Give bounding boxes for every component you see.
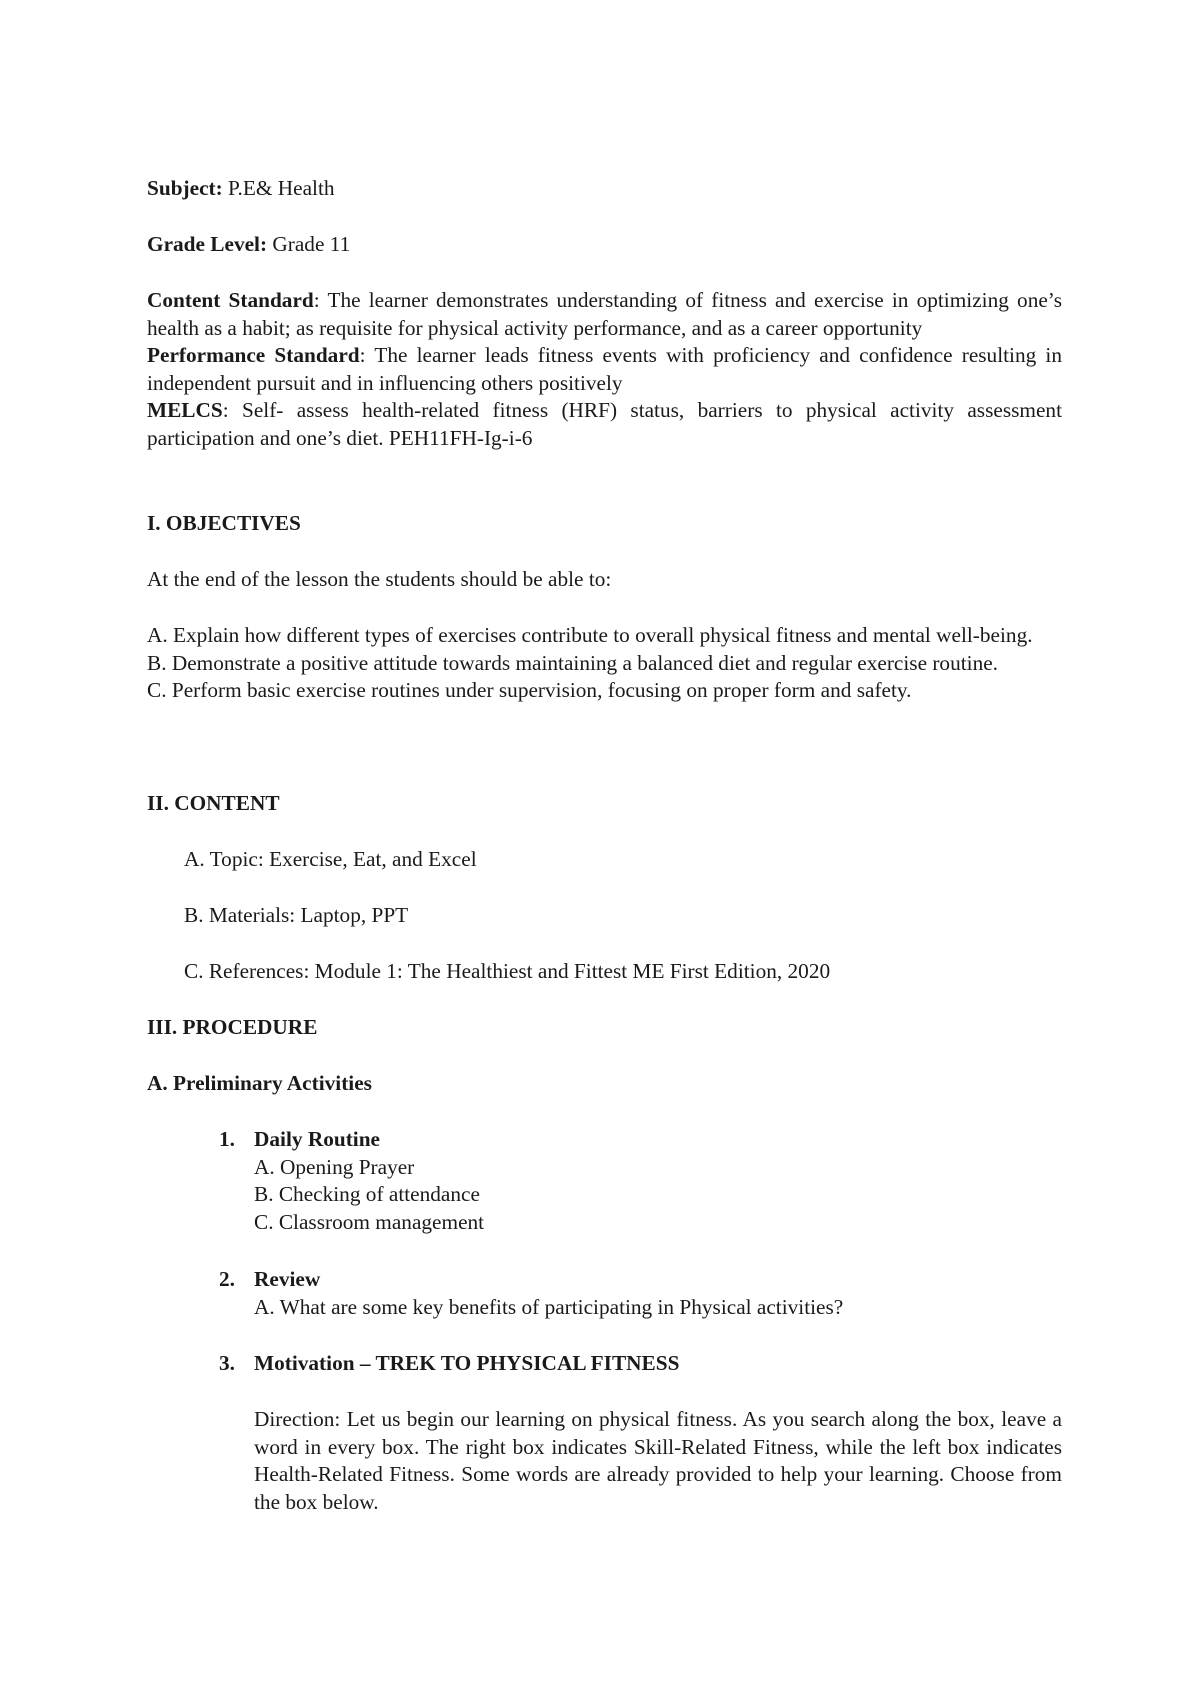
melcs-label: MELCS bbox=[147, 398, 223, 422]
list-item: A. Opening Prayer bbox=[254, 1154, 415, 1179]
subject-line bbox=[147, 175, 1062, 203]
objective-item: B. Demonstrate a positive attitude towards maintaining a balanced diet and regular exercise routine. bbox=[147, 650, 998, 675]
content-topic: A. Topic: Exercise, Eat, and Excel bbox=[184, 847, 477, 871]
performance-standard-label: Performance Standard bbox=[147, 343, 360, 367]
motivation-direction: Direction: Let us begin our learning on physical fitness. As you search along the box, leave a word in every box. The right box indicates Skill-Related Fitness, while the left box indicates Health-Related Fitness. Some words are already provided to help your learning. Choose from the box below. bbox=[254, 1407, 1062, 1514]
step-motivation bbox=[219, 1350, 1062, 1378]
content-heading: II. CONTENT bbox=[147, 791, 280, 815]
melcs bbox=[147, 397, 1062, 452]
list-item: C. Classroom management bbox=[254, 1209, 485, 1234]
subject-value: P.E& Health bbox=[222, 176, 335, 200]
subject-label: Subject: bbox=[147, 176, 223, 200]
step-review bbox=[219, 1266, 1062, 1321]
content-standard bbox=[147, 287, 1062, 342]
objectives-list bbox=[147, 622, 1062, 705]
list-item: B. Checking of attendance bbox=[254, 1182, 480, 1206]
standards-block bbox=[147, 287, 1062, 452]
grade-level-line bbox=[147, 231, 1062, 259]
step-title: 1. Daily Routine bbox=[219, 1127, 381, 1151]
objectives-heading: I. OBJECTIVES bbox=[147, 511, 301, 535]
objective-item: A. Explain how different types of exercises contribute to overall physical fitness and mental well-being. bbox=[147, 623, 1033, 647]
grade-level-value: Grade 11 bbox=[267, 232, 351, 256]
content-standard-label: Content Standard bbox=[147, 288, 314, 312]
content-references: C. References: Module 1: The Healthiest and Fittest ME First Edition, 2020 bbox=[184, 959, 831, 983]
preliminary-activities-heading: A. Preliminary Activities bbox=[147, 1071, 372, 1095]
melcs-text: : Self- assess health-related fitness (HRF) status, barriers to physical activity assessment participation and one’s diet. PEH11FH-Ig-i-6 bbox=[147, 398, 1062, 450]
list-item: A. What are some key benefits of participating in Physical activities? bbox=[254, 1294, 844, 1319]
content-standard-text: : The learner demonstrates understanding of fitness and exercise in optimizing one’s health as a habit; as requisite for physical activity performance, and as a career opportunity bbox=[147, 288, 1062, 340]
objectives-intro: At the end of the lesson the students should be able to: bbox=[147, 567, 612, 591]
objective-item: C. Perform basic exercise routines under supervision, focusing on proper form and safety. bbox=[147, 678, 912, 702]
step-title: 3. Motivation – TREK TO PHYSICAL FITNESS bbox=[219, 1351, 680, 1375]
performance-standard bbox=[147, 342, 1062, 397]
content-materials: B. Materials: Laptop, PPT bbox=[184, 903, 409, 927]
performance-standard-text: : The learner leads fitness events with proficiency and confidence resulting in independent pursuit and in influencing others positively bbox=[147, 343, 1062, 395]
step-title: 2. Review bbox=[219, 1267, 321, 1291]
procedure-heading: III. PROCEDURE bbox=[147, 1015, 318, 1039]
grade-level-label: Grade Level: bbox=[147, 232, 268, 256]
step-daily-routine bbox=[219, 1126, 1062, 1236]
